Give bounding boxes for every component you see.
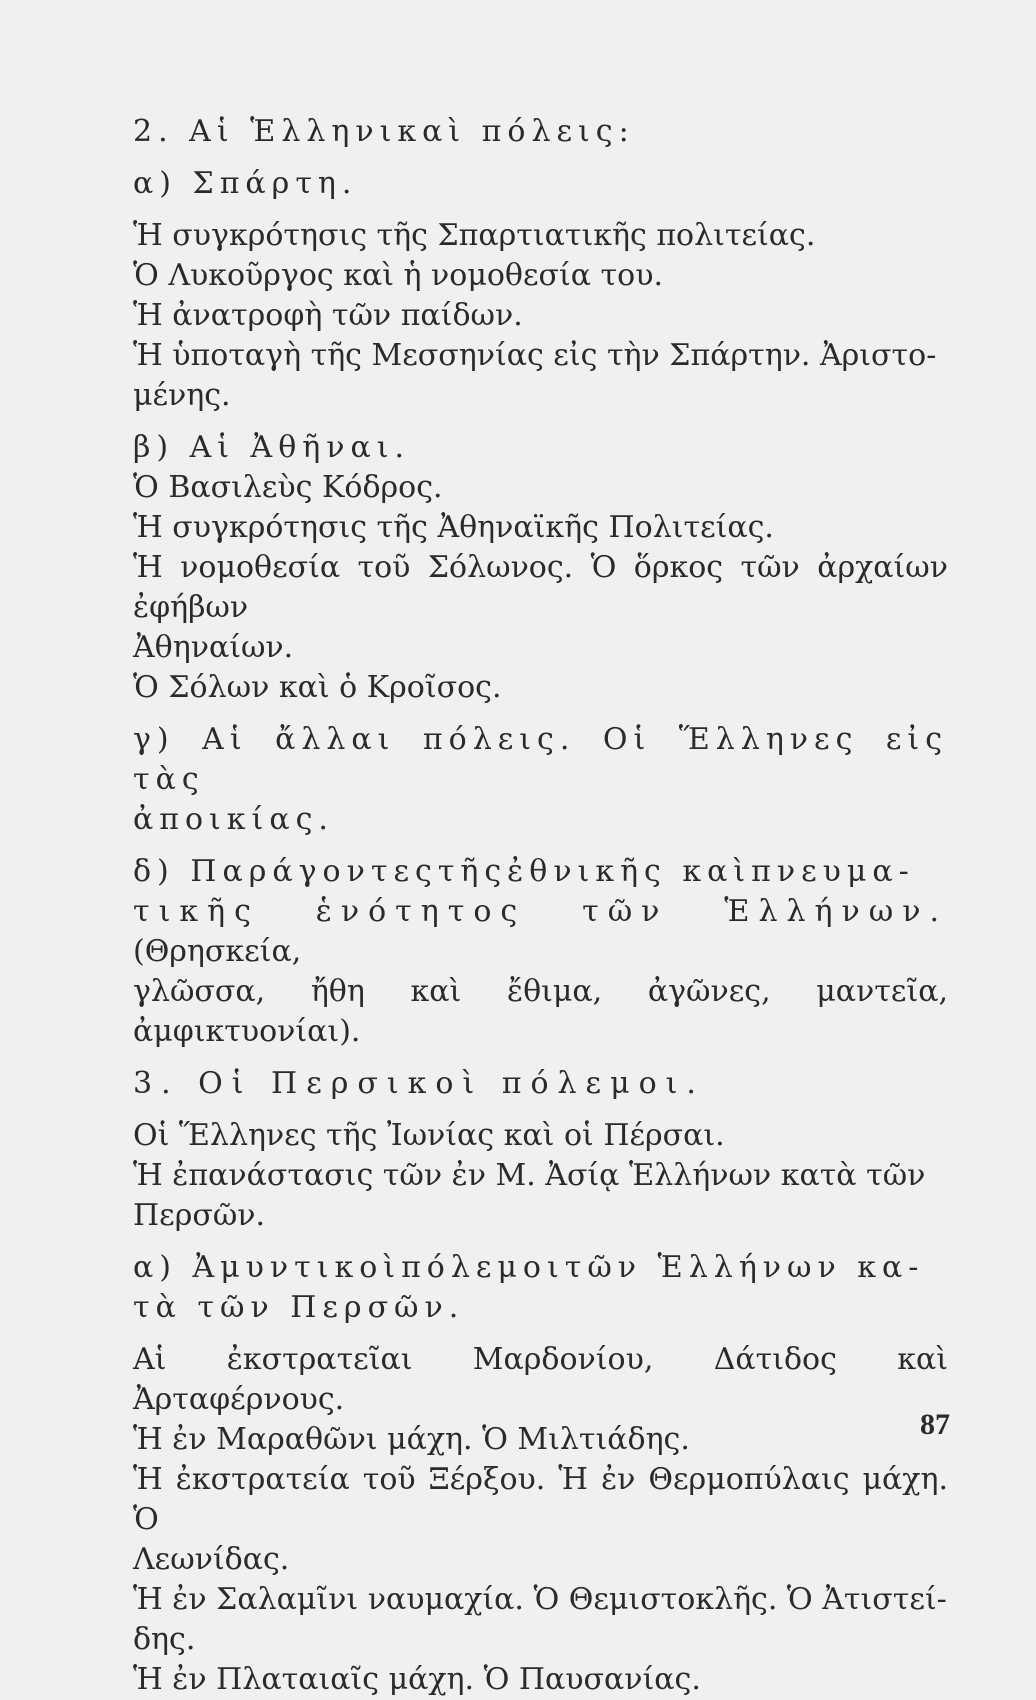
- page-number: 87: [920, 1408, 950, 1441]
- section-heading-persian-wars: 3. Οἱ Περσικοὶ πόλεμοι.: [133, 1066, 705, 1101]
- text-line: Ὁ Λυκοῦργος καὶ ἡ νομοθεσία του.: [133, 258, 663, 293]
- text-line: Περσῶν.: [133, 1198, 266, 1233]
- text-line: Ἡ νομοθεσία τοῦ Σόλωνος. Ὁ ὅρκος τῶν ἀρχαίων ἐφήβων: [133, 550, 948, 625]
- text-line: Ἡ συγκρότησις τῆς Σπαρτιατικῆς πολιτείας.: [133, 218, 816, 253]
- subheading-other-cities: γ) Αἱ ἄλλαι πόλεις. Οἱ Ἕλληνες εἰς τὰς: [133, 722, 948, 797]
- text-line: Οἱ Ἕλληνες τῆς Ἰωνίας καὶ οἱ Πέρσαι.: [133, 1118, 725, 1153]
- text-line: Ἡ συγκρότησις τῆς Ἀθηναϊκῆς Πολιτείας.: [133, 510, 774, 545]
- text-line: Ἡ ἐπανάστασις τῶν ἐν Μ. Ἀσίᾳ Ἑλλήνων κατὰ τῶν: [133, 1158, 926, 1193]
- text-fragment: (Θρησκεία,: [133, 934, 302, 969]
- text-line: Ὁ Σόλων καὶ ὁ Κροῖσος.: [133, 670, 502, 705]
- text-line: γλῶσσα, ἤθη καὶ ἔθιμα, ἀγῶνες, μαντεῖα, ἀμφικτυονίαι).: [133, 974, 948, 1049]
- subheading-factors: δ) Παράγοντεςτῆςἐθνικῆς καὶπνευμα-: [133, 854, 915, 889]
- subheading-defensive-wars-cont: τὰ τῶν Περσῶν.: [133, 1290, 465, 1325]
- text-line: Λεωνίδας.: [133, 1542, 290, 1577]
- subheading-defensive-wars: α) Ἀμυντικοὶπόλεμοιτῶν Ἑλλήνων κα-: [133, 1250, 925, 1285]
- text-line: Ἡ ἐκστρατεία τοῦ Ξέρξου. Ἡ ἐν Θερμοπύλαις μάχη. Ὁ: [133, 1462, 948, 1537]
- subheading-athens: β) Αἱ Ἀθῆναι.: [133, 430, 411, 465]
- subheading-other-cities-cont: ἀποικίας.: [133, 802, 334, 837]
- text-line: Ἡ ἐν Σαλαμῖνι ναυμαχία. Ὁ Θεμιστοκλῆς. Ὁ Ἀτιστεί-: [133, 1582, 947, 1617]
- text-line: Αἱ ἐκστρατεῖαι Μαρδονίου, Δάτιδος καὶ Ἀρταφέρνους.: [133, 1342, 948, 1417]
- text-line: Ἡ ἀνατροφὴ τῶν παίδων.: [133, 298, 523, 333]
- text-line: μένης.: [133, 378, 231, 413]
- text-line: Ἡ ὑποταγὴ τῆς Μεσσηνίας εἰς τὴν Σπάρτην. Ἀριστο-: [133, 338, 937, 373]
- page-body: [133, 112, 948, 1700]
- text-line: δης.: [133, 1622, 196, 1657]
- subheading-sparta: α) Σπάρτη.: [133, 166, 358, 201]
- text-line: Ἡ ἐν Πλαταιαῖς μάχη. Ὁ Παυσανίας.: [133, 1662, 701, 1697]
- subheading-factors-cont: τικῆς ἑνότητος τῶν Ἑλλήνων.: [133, 894, 948, 929]
- text-line: [133, 892, 948, 972]
- text-line: Ὁ Βασιλεὺς Κόδρος.: [133, 470, 443, 505]
- text-line: Ἀθηναίων.: [133, 630, 294, 665]
- section-heading-greek-cities: 2. Αἱ Ἑλληνικαὶ πόλεις:: [133, 114, 635, 149]
- text-line: Ἡ ἐν Μαραθῶνι μάχη. Ὁ Μιλτιάδης.: [133, 1422, 690, 1457]
